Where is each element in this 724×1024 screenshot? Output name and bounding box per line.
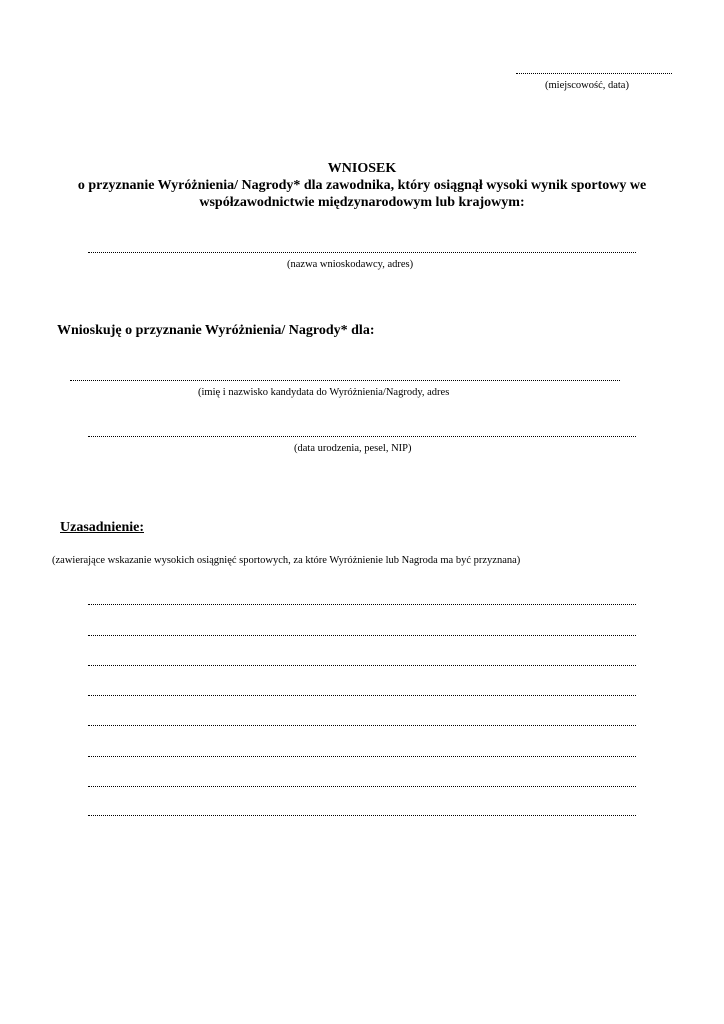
birth-data-line[interactable]: [88, 436, 636, 437]
justification-line[interactable]: [88, 756, 636, 757]
birth-data-caption: (data urodzenia, pesel, NIP): [294, 443, 412, 454]
justification-line[interactable]: [88, 695, 636, 696]
place-date-caption: (miejscowość, data): [545, 80, 629, 91]
title-line-3: współzawodnictwie międzynarodowym lub krajowym:: [199, 195, 525, 210]
justification-line[interactable]: [88, 665, 636, 666]
justification-line[interactable]: [88, 725, 636, 726]
place-date-line[interactable]: [516, 73, 672, 74]
applicant-caption: (nazwa wnioskodawcy, adres): [287, 259, 414, 270]
request-text: Wnioskuję o przyznanie Wyróżnienia/ Nagrody* dla:: [57, 323, 375, 338]
justification-line[interactable]: [88, 604, 636, 605]
justification-line[interactable]: [88, 635, 636, 636]
candidate-line[interactable]: [70, 380, 620, 381]
candidate-caption: (imię i nazwisko kandydata do Wyróżnienia/Nagrody, adres: [198, 387, 450, 398]
document-title: [40, 160, 684, 211]
justification-heading: Uzasadnienie:: [60, 520, 144, 535]
justification-note: (zawierające wskazanie wysokich osiągnięć sportowych, za które Wyróżnienie lub Nagroda ma być przyznana): [52, 555, 521, 566]
justification-line[interactable]: [88, 815, 636, 816]
applicant-line[interactable]: [88, 252, 636, 253]
title-line-2: o przyznanie Wyróżnienia/ Nagrody* dla zawodnika, który osiągnął wysoki wynik sportowy we: [77, 178, 647, 193]
title-line-1: WNIOSEK: [327, 161, 397, 176]
justification-line[interactable]: [88, 786, 636, 787]
